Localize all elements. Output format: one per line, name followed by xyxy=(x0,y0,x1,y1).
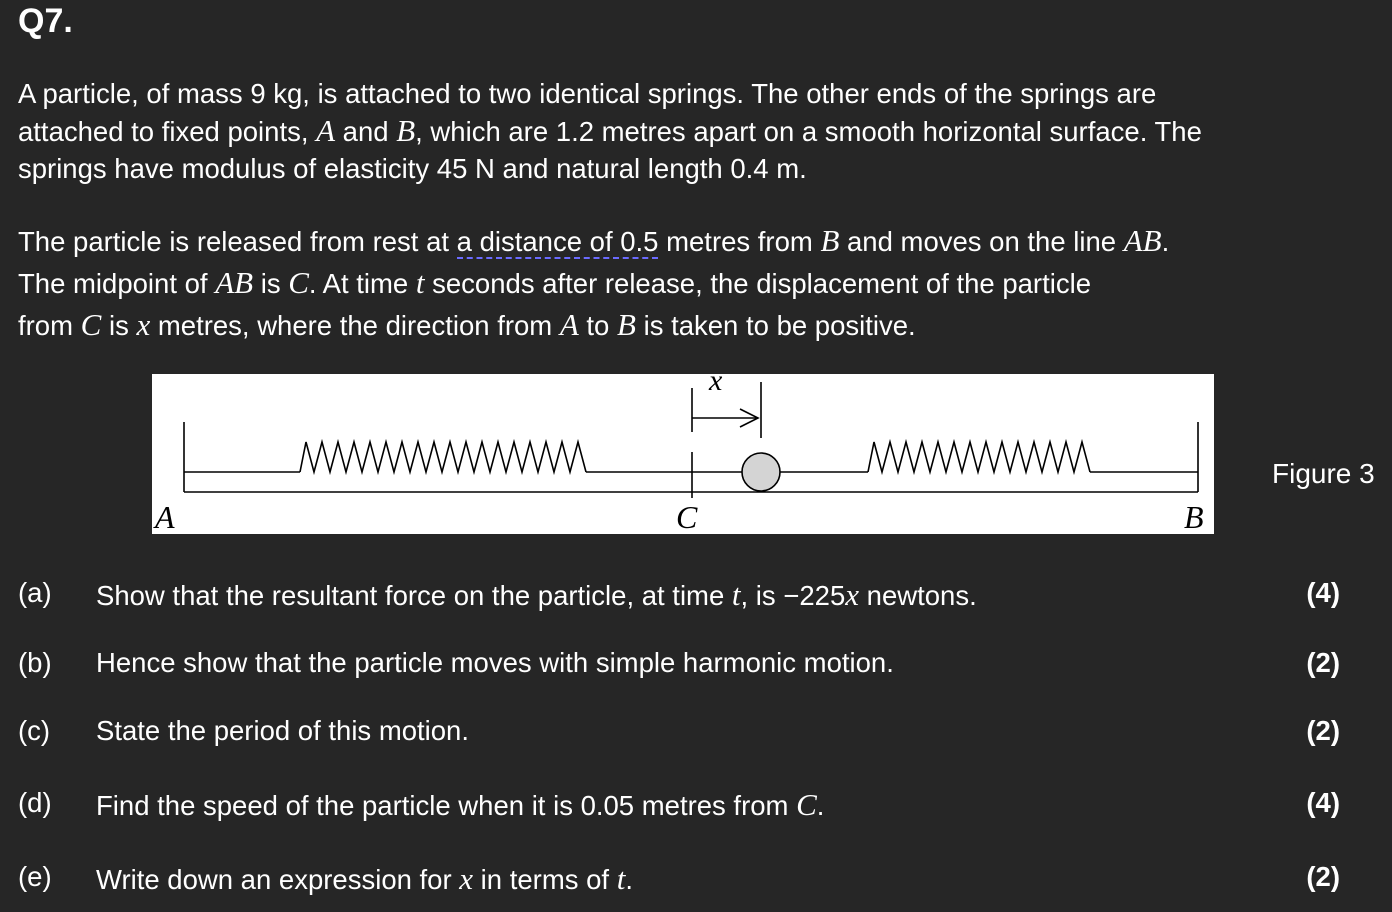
text: is xyxy=(101,310,137,341)
highlighted-phrase: a distance of 0.5 xyxy=(456,226,659,257)
text: . xyxy=(1161,226,1170,257)
part-text xyxy=(96,861,633,897)
text: is taken to be positive. xyxy=(635,310,916,341)
var-x: x xyxy=(136,307,151,342)
point-a: A xyxy=(316,113,336,148)
part-text xyxy=(96,787,824,823)
part-text: State the period of this motion. xyxy=(96,715,469,746)
text: . xyxy=(625,864,633,895)
var-t: t xyxy=(415,265,425,300)
particle xyxy=(742,453,780,491)
text: . At time xyxy=(308,268,416,299)
part-text xyxy=(96,577,977,613)
text: Find the speed of the particle when it is 0.05 metres from xyxy=(96,790,797,821)
text: . xyxy=(816,790,825,821)
text: from xyxy=(18,310,81,341)
text: , which are 1.2 metres apart on a smooth horizontal surface. The xyxy=(415,116,1202,147)
text: Show that the resultant force on the particle, at time xyxy=(96,580,732,611)
part-a xyxy=(18,577,1348,617)
part-label: (d) xyxy=(18,787,52,818)
part-label: (e) xyxy=(18,861,52,892)
point-b: B xyxy=(396,113,416,148)
text: seconds after release, the displacement of the particle xyxy=(424,268,1091,299)
part-label: (b) xyxy=(18,647,52,678)
part-d xyxy=(18,787,1348,827)
question-number: Q7. xyxy=(18,2,73,40)
var-t: t xyxy=(616,861,626,896)
var-x: x xyxy=(845,577,860,612)
setup-paragraph xyxy=(18,220,1169,346)
text: and xyxy=(335,116,397,147)
line-ab: AB xyxy=(1123,223,1162,258)
var-t: t xyxy=(731,577,741,612)
point-c: C xyxy=(796,787,817,822)
part-label: (c) xyxy=(18,715,51,746)
intro-line-3: springs have modulus of elasticity 45 N and natural length 0.4 m. xyxy=(18,153,807,184)
right-spring xyxy=(868,442,1090,472)
marks: (2) xyxy=(1306,715,1340,746)
part-text: Hence show that the particle moves with simple harmonic motion. xyxy=(96,647,894,678)
intro-paragraph xyxy=(18,75,1202,187)
spring-diagram xyxy=(152,374,1214,534)
setup-line-1 xyxy=(18,220,1169,262)
setup-line-3 xyxy=(18,304,1169,346)
intro-line-1: A particle, of mass 9 kg, is attached to two identical springs. The other ends of the springs are xyxy=(18,78,1157,109)
text: Write down an expression for xyxy=(96,864,460,895)
text: newtons. xyxy=(859,580,977,611)
point-b: B xyxy=(820,223,840,258)
text: metres from xyxy=(658,226,821,257)
text: , is −225 xyxy=(740,580,846,611)
part-e xyxy=(18,861,1348,901)
marks: (2) xyxy=(1306,647,1340,678)
text: The midpoint of xyxy=(18,268,216,299)
marks: (4) xyxy=(1306,577,1340,608)
text: metres, where the direction from xyxy=(150,310,560,341)
part-label: (a) xyxy=(18,577,52,608)
label-c: C xyxy=(676,499,698,534)
left-spring xyxy=(300,442,586,472)
text: in terms of xyxy=(473,864,617,895)
text: The particle is released from rest at xyxy=(18,226,457,257)
text: is xyxy=(253,268,289,299)
part-c xyxy=(18,715,1348,755)
intro-line-2 xyxy=(18,112,1202,150)
label-b: B xyxy=(1184,499,1204,534)
point-c: C xyxy=(80,307,102,342)
label-a: A xyxy=(155,499,175,534)
point-b: B xyxy=(617,307,636,342)
point-c: C xyxy=(288,265,309,300)
setup-line-2 xyxy=(18,262,1169,304)
text: attached to fixed points, xyxy=(18,116,317,147)
var-x: x xyxy=(459,861,474,896)
text: to xyxy=(578,310,617,341)
marks: (2) xyxy=(1306,861,1340,892)
marks: (4) xyxy=(1306,787,1340,818)
label-x: x xyxy=(709,374,723,397)
part-b xyxy=(18,647,1348,687)
line-ab: AB xyxy=(215,265,254,300)
point-a: A xyxy=(559,307,579,342)
figure-caption: Figure 3 xyxy=(1272,458,1375,489)
text: and moves on the line xyxy=(839,226,1124,257)
spring-diagram-svg xyxy=(152,374,1214,534)
